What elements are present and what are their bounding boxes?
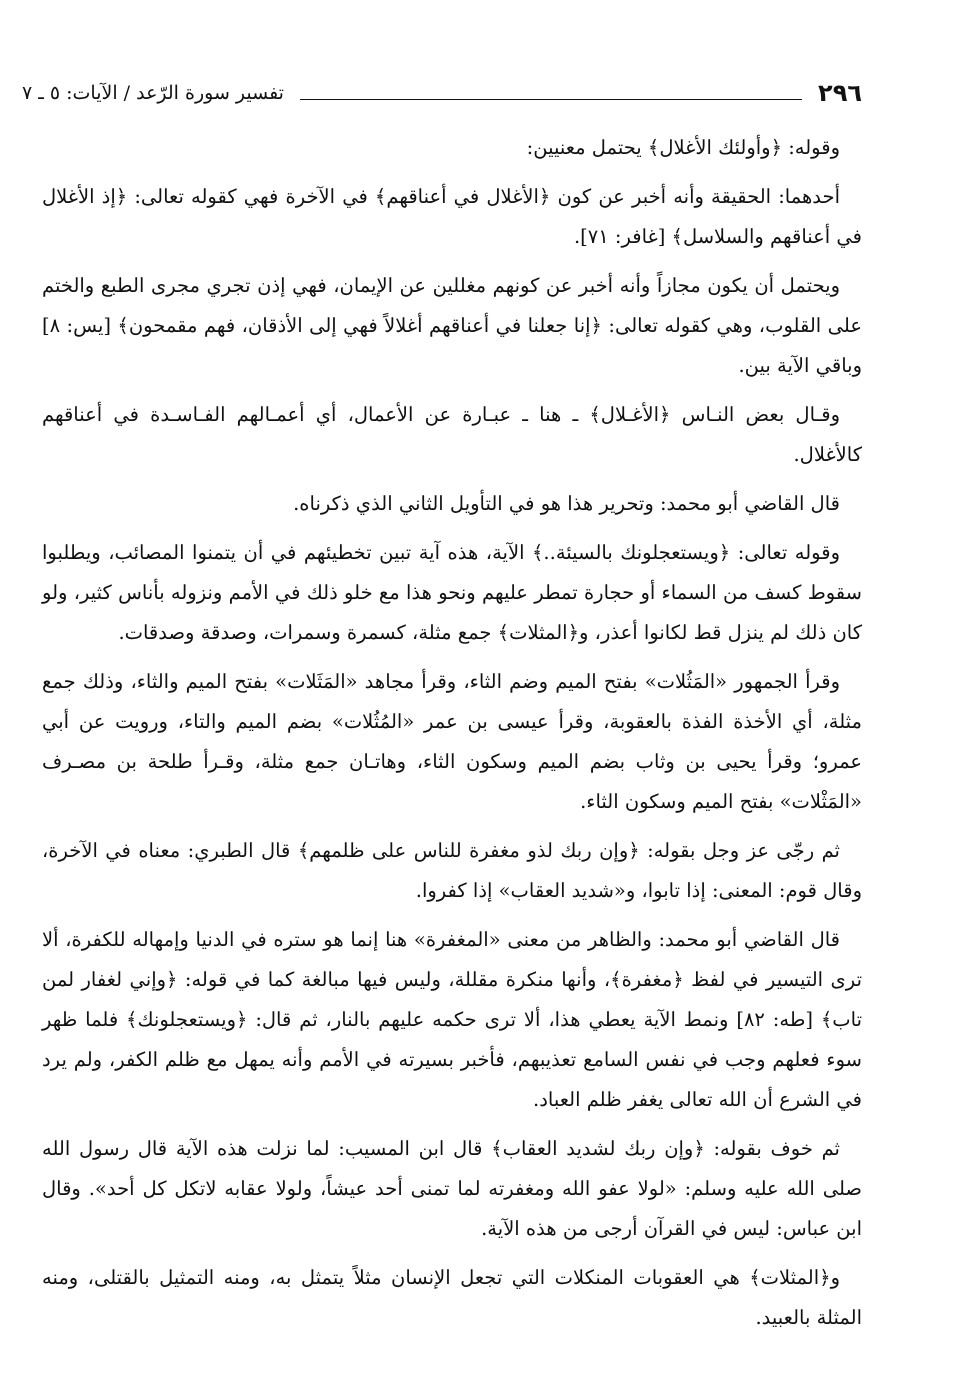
running-header <box>22 76 862 110</box>
page-number: ٢٩٦ <box>818 79 862 107</box>
body-text <box>42 128 862 1347</box>
paragraph: ثم خوف بقوله: ﴿وإن ربك لشديد العقاب﴾ قال ابن المسيب: لما نزلت هذه الآية قال رسول الله صلى الله عليه وسلم: «لولا عفو الله ومغفرته لما تمنى أحد عيشاً، ولولا عقابه لاتكل كل أحد». وقال ابن عباس: ليس في القرآن أرجى من هذه الآية. <box>42 1137 862 1240</box>
paragraph: وقوله: ﴿وأولئك الأغلال﴾ يحتمل معنيين: <box>526 136 840 159</box>
running-title: تفسير سورة الرّعد / الآيات: ٥ ـ ٧ <box>22 82 284 104</box>
paragraph: ويحتمل أن يكون مجازاً وأنه أخبر عن كونهم مغللين عن الإيمان، فهي إذن تجري مجرى الطبع والختم على القلوب، وهي كقوله تعالى: ﴿إنا جعلنا في أعناقهم أغلالاً فهي إلى الأذقان، فهم مقمحون﴾ [يس: ٨] وباقي الآية بين. <box>42 274 862 377</box>
paragraph: قال القاضي أبو محمد: وتحرير هذا هو في التأويل الثاني الذي ذكرناه. <box>293 492 840 515</box>
paragraph: قال القاضي أبو محمد: والظاهر من معنى «المغفرة» هنا إنما هو ستره في الدنيا وإمهاله للكفرة، ألا ترى التيسير في لفظ ﴿مغفرة﴾، وأنها منكرة مقللة، وليس فيها مبالغة كما في قوله: ﴿وإني لغفار لمن تاب﴾ [طه: ٨٢] ونمط الآية يعطي هذا، ألا ترى حكمه عليهم بالنار، ثم قال: ﴿ويستعجلونك﴾ فلما ظهر سوء فعلهم وجب في نفس السامع تعذيبهم، فأخبر بسيرته في الأمم وأنه يمهل مع ظلم الكفر، ولم يرد في الشرع أن الله تعالى يغفر ظلم العباد. <box>42 928 862 1111</box>
paragraph: وقرأ الجمهور «المَثُلات» بفتح الميم وضم الثاء، وقرأ مجاهد «المَثَلات» بفتح الميم والثاء، وذلك جمع مثلة، أي الأخذة الفذة بالعقوبة، وقرأ عيسى بن عمر «المُثُلات» بضم الميم والتاء، ورويت عن أبي عمرو؛ وقرأ يحيى بن وثاب بضم الميم وسكون الثاء، وهاتـان جمع مثلة، وقـرأ طلحة بن مصـرف «المَثْلات» بفتح الميم وسكون الثاء. <box>42 670 862 813</box>
header-rule <box>300 99 802 100</box>
paragraph: و﴿المثلات﴾ هي العقوبات المنكلات التي تجعل الإنسان مثلاً يتمثل به، ومنه التمثيل بالقتلى، ومنه المثلة بالعبيد. <box>42 1266 862 1329</box>
paragraph: وقـال بعض النـاس ﴿الأغـلال﴾ ـ هنا ـ عبـارة عن الأعمال، أي أعمـالهم الفـاسـدة في أعناقهم كالأغلال. <box>42 403 862 466</box>
paragraph: ثم رجّى عز وجل بقوله: ﴿وإن ربك لذو مغفرة للناس على ظلمهم﴾ قال الطبري: معناه في الآخرة، وقال قوم: المعنى: إذا تابوا، و«شديد العقاب» إذا كفروا. <box>42 839 862 902</box>
paragraph: أحدهما: الحقيقة وأنه أخبر عن كون ﴿الأغلال في أعناقهم﴾ في الآخرة فهي كقوله تعالى: ﴿إذ الأغلال في أعناقهم والسلاسل﴾ [غافر: ٧١]. <box>42 185 862 248</box>
paragraph: وقوله تعالى: ﴿ويستعجلونك بالسيئة..﴾ الآية، هذه آية تبين تخطيئهم في أن يتمنوا المصائب، ويطلبوا سقوط كسف من السماء أو حجارة تمطر عليهم ونحو هذا مع خلو ذلك في الأمم ونزوله بأناس كثير، ولو كان ذلك لم ينزل قط لكانوا أعذر، و﴿المثلات﴾ جمع مثلة، كسمرة وسمرات، وصدقة وصدقات. <box>42 541 862 644</box>
